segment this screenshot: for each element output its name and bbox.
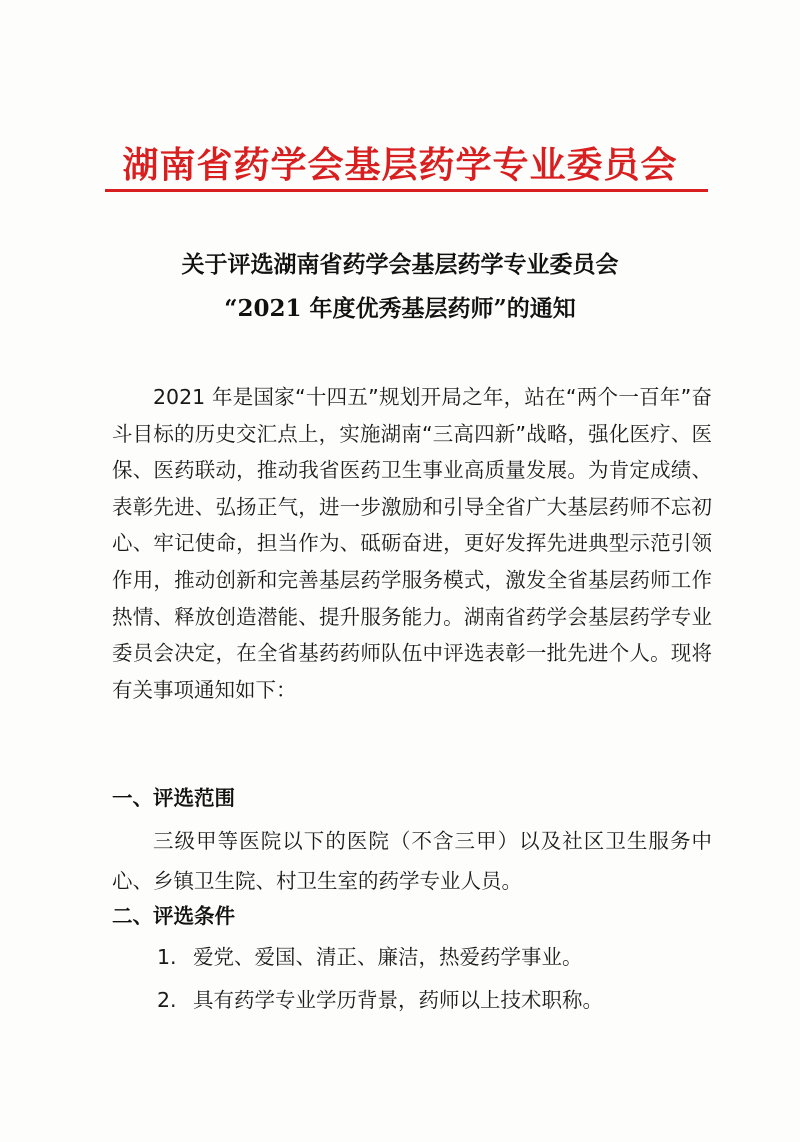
notice-title-line-1: 关于评选湖南省药学会基层药学专业委员会 <box>181 251 619 278</box>
scope-paragraph: 三级甲等医院以下的医院（不含三甲）以及社区卫生服务中心、乡镇卫生院、村卫生室的药学专业人员。 <box>112 829 712 893</box>
condition-number: 2. <box>157 988 177 1012</box>
organization-letterhead: 湖南省药学会基层药学专业委员会 <box>122 145 678 186</box>
condition-text: 爱党、爱国、清正、廉洁，热爱药学事业。 <box>193 945 583 969</box>
notice-title-line-2: “2021 年度优秀基层药师”的通知 <box>224 295 576 322</box>
condition-text: 具有药学专业学历背景，药师以上技术职称。 <box>193 988 603 1012</box>
letterhead-divider <box>105 189 708 192</box>
condition-item <box>157 941 717 973</box>
condition-item <box>157 984 717 1016</box>
section-heading-conditions: 二、评选条件 <box>112 904 235 928</box>
section-heading-scope: 一、评选范围 <box>112 786 235 810</box>
condition-number: 1. <box>157 945 177 969</box>
intro-paragraph: 2021 年是国家“十四五”规划开局之年，站在“两个一百年”奋斗目标的历史交汇点上，实施湖南“三高四新”战略，强化医疗、医保、医药联动，推动我省医药卫生事业高质量发展。为肯定成绩、表彰先进、弘扬正气，进一步激励和引导全省广大基层药师不忘初心、牢记使命，担当作为、砥砺奋进，更好发挥先进典型示范引领作用，推动创新和完善基层药学服务模式，激发全省基层药师工作热情、释放创造潜能、提升服务能力。湖南省药学会基层药学专业委员会决定，在全省基药药师队伍中评选表彰一批先进个人。现将有关事项通知如下： <box>112 385 712 702</box>
